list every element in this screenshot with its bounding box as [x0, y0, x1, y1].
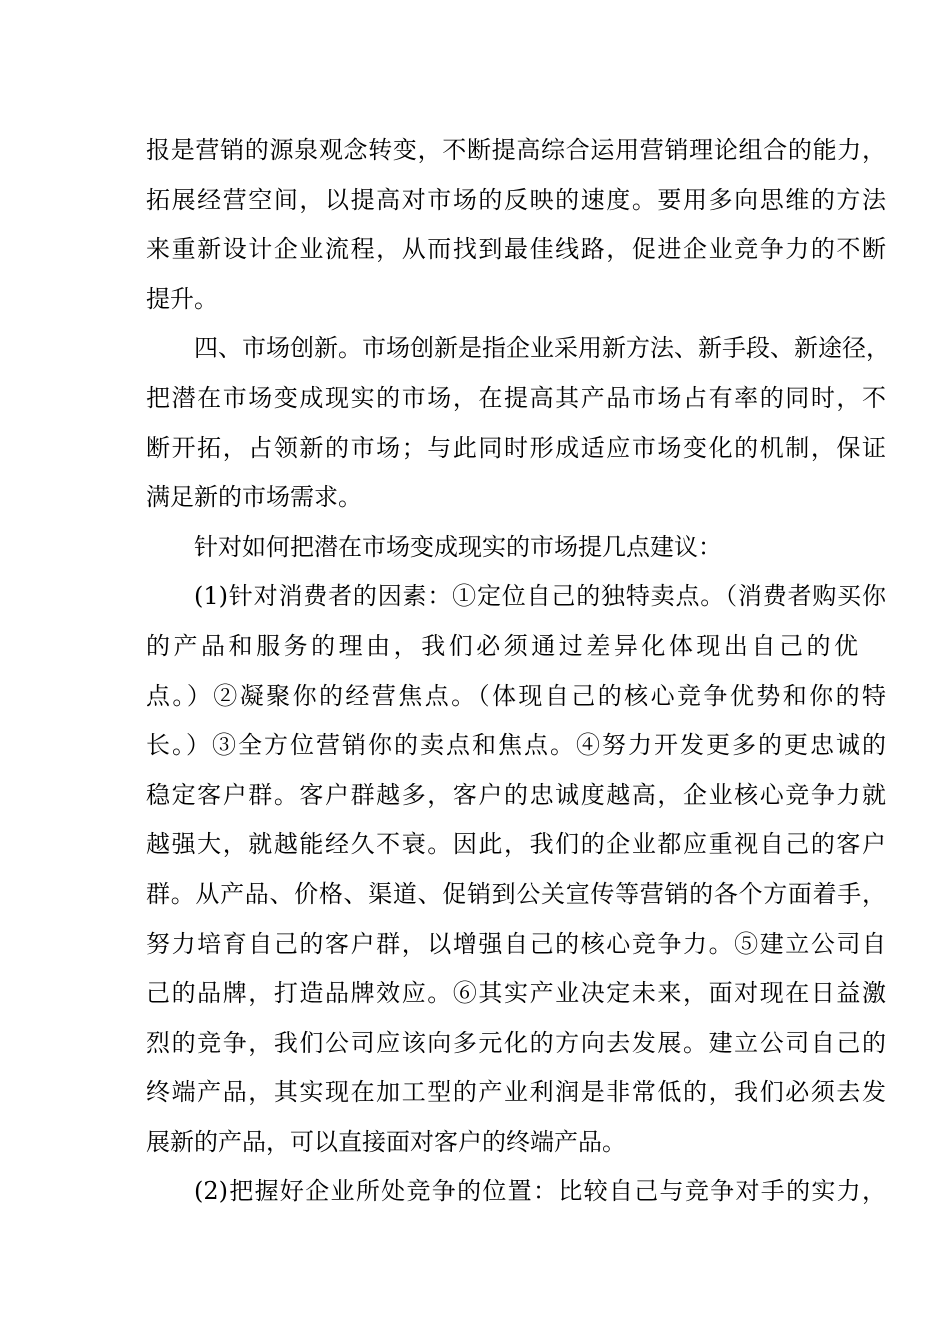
paragraph-continuation [146, 126, 886, 324]
text-line: 己的品牌，打造品牌效应。⑥其实产业决定未来，面对现在日益激 [146, 979, 886, 1008]
text-line: 满足新的市场需求。 [146, 483, 362, 512]
text-line: 报是营销的源泉观念转变，不断提高综合运用营销理论组合的能力， [146, 136, 886, 164]
paragraph-consumer-factors [146, 572, 886, 1167]
text-line: 拓展经营空间，以提高对市场的反映的速度。要用多向思维的方法 [146, 185, 886, 214]
text-line: 断开拓，占领新的市场；与此同时形成适应市场变化的机制，保证 [146, 433, 886, 462]
text-line: 四、市场创新。市场创新是指企业采用新方法、新手段、新途径， [194, 334, 890, 363]
text-line: 针对如何把潜在市场变成现实的市场提几点建议： [194, 532, 722, 561]
text-line: (1)针对消费者的因素：①定位自己的独特卖点。（消费者购买你 [194, 582, 886, 611]
text-line: 烈的竞争，我们公司应该向多元化的方向去发展。建立公司自己的 [146, 1028, 886, 1057]
text-line: 提升。 [146, 284, 218, 313]
text-line: (2)把握好企业所处竞争的位置：比较自己与竞争对手的实力， [194, 1177, 886, 1206]
paragraph-suggestions-intro [146, 523, 886, 573]
text-line: 点。）②凝聚你的经营焦点。（体现自己的核心竞争优势和你的特 [146, 681, 886, 710]
text-line: 稳定客户群。客户群越多，客户的忠诚度越高，企业核心竞争力就 [146, 780, 886, 809]
text-line: 群。从产品、价格、渠道、促销到公关宣传等营销的各个方面着手， [146, 879, 886, 908]
text-line: 努力培育自己的客户群，以增强自己的核心竞争力。⑤建立公司自 [146, 929, 886, 958]
paragraph-market-innovation [146, 324, 890, 522]
text-line: 终端产品，其实现在加工型的产业利润是非常低的，我们必须去发 [146, 1078, 886, 1107]
text-line: 长。）③全方位营销你的卖点和焦点。④努力开发更多的更忠诚的 [146, 731, 886, 760]
text-line: 把潜在市场变成现实的市场，在提高其产品市场占有率的同时，不 [146, 383, 886, 412]
text-line: 展新的产品，可以直接面对客户的终端产品。 [146, 1127, 626, 1156]
text-line: 越强大，就越能经久不衰。因此，我们的企业都应重视自己的客户 [146, 830, 886, 859]
document-body [146, 126, 890, 1217]
text-line: 的产品和服务的理由，我们必须通过差异化体现出自己的优 [146, 631, 858, 660]
text-line: 来重新设计企业流程，从而找到最佳线路，促进企业竞争力的不断 [146, 235, 886, 264]
paragraph-competitive-position [146, 1167, 886, 1217]
